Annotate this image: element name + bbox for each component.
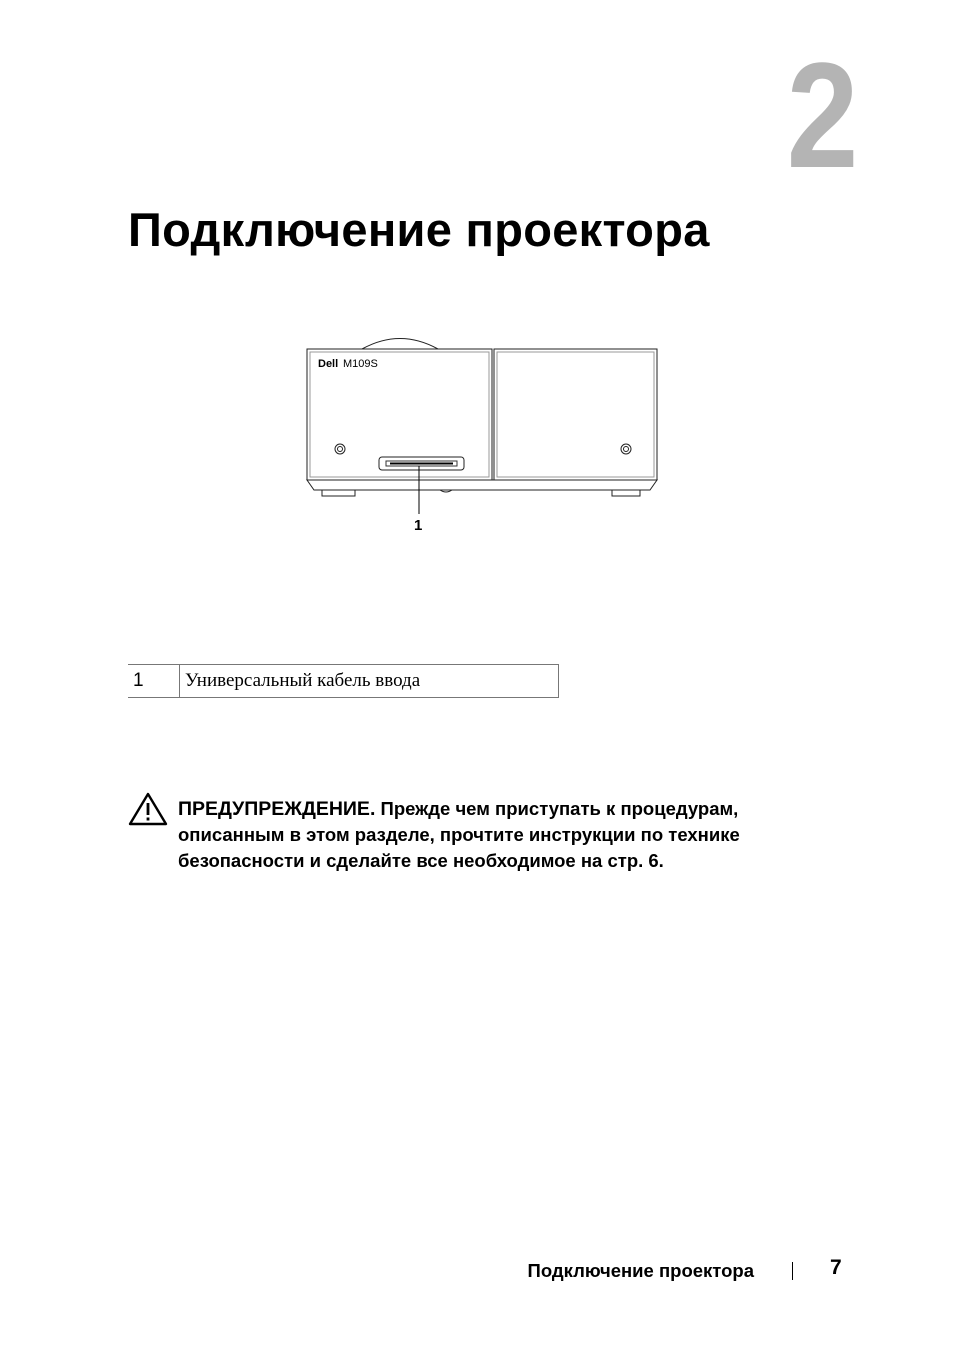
brand-label: Dell [318, 358, 339, 370]
page-footer [0, 1256, 954, 1286]
warning-body: Прежде чем приступать к процедурам, описанным в этом разделе, прочтите инструкции по технике безопасности и сделайте все необходимое на стр. 6. [178, 798, 740, 871]
chapter-title: Подключение проектора [128, 203, 710, 256]
callout-table-description: Универсальный кабель ввода [180, 665, 559, 698]
warning-text [178, 796, 818, 874]
callout-table-number: 1 [128, 665, 180, 698]
chapter-number: 2 [786, 31, 858, 199]
table-row [128, 665, 559, 698]
warning-triangle-icon [128, 792, 168, 826]
projector-figure [300, 330, 670, 540]
callout-number: 1 [414, 517, 423, 534]
model-label: M109S [343, 358, 378, 370]
callout-table [128, 664, 559, 698]
footer-divider [792, 1262, 793, 1280]
page-number: 7 [830, 1256, 842, 1279]
footer-title: Подключение проектора [527, 1260, 754, 1281]
warning-label: ПРЕДУПРЕЖДЕНИЕ. [178, 798, 376, 820]
